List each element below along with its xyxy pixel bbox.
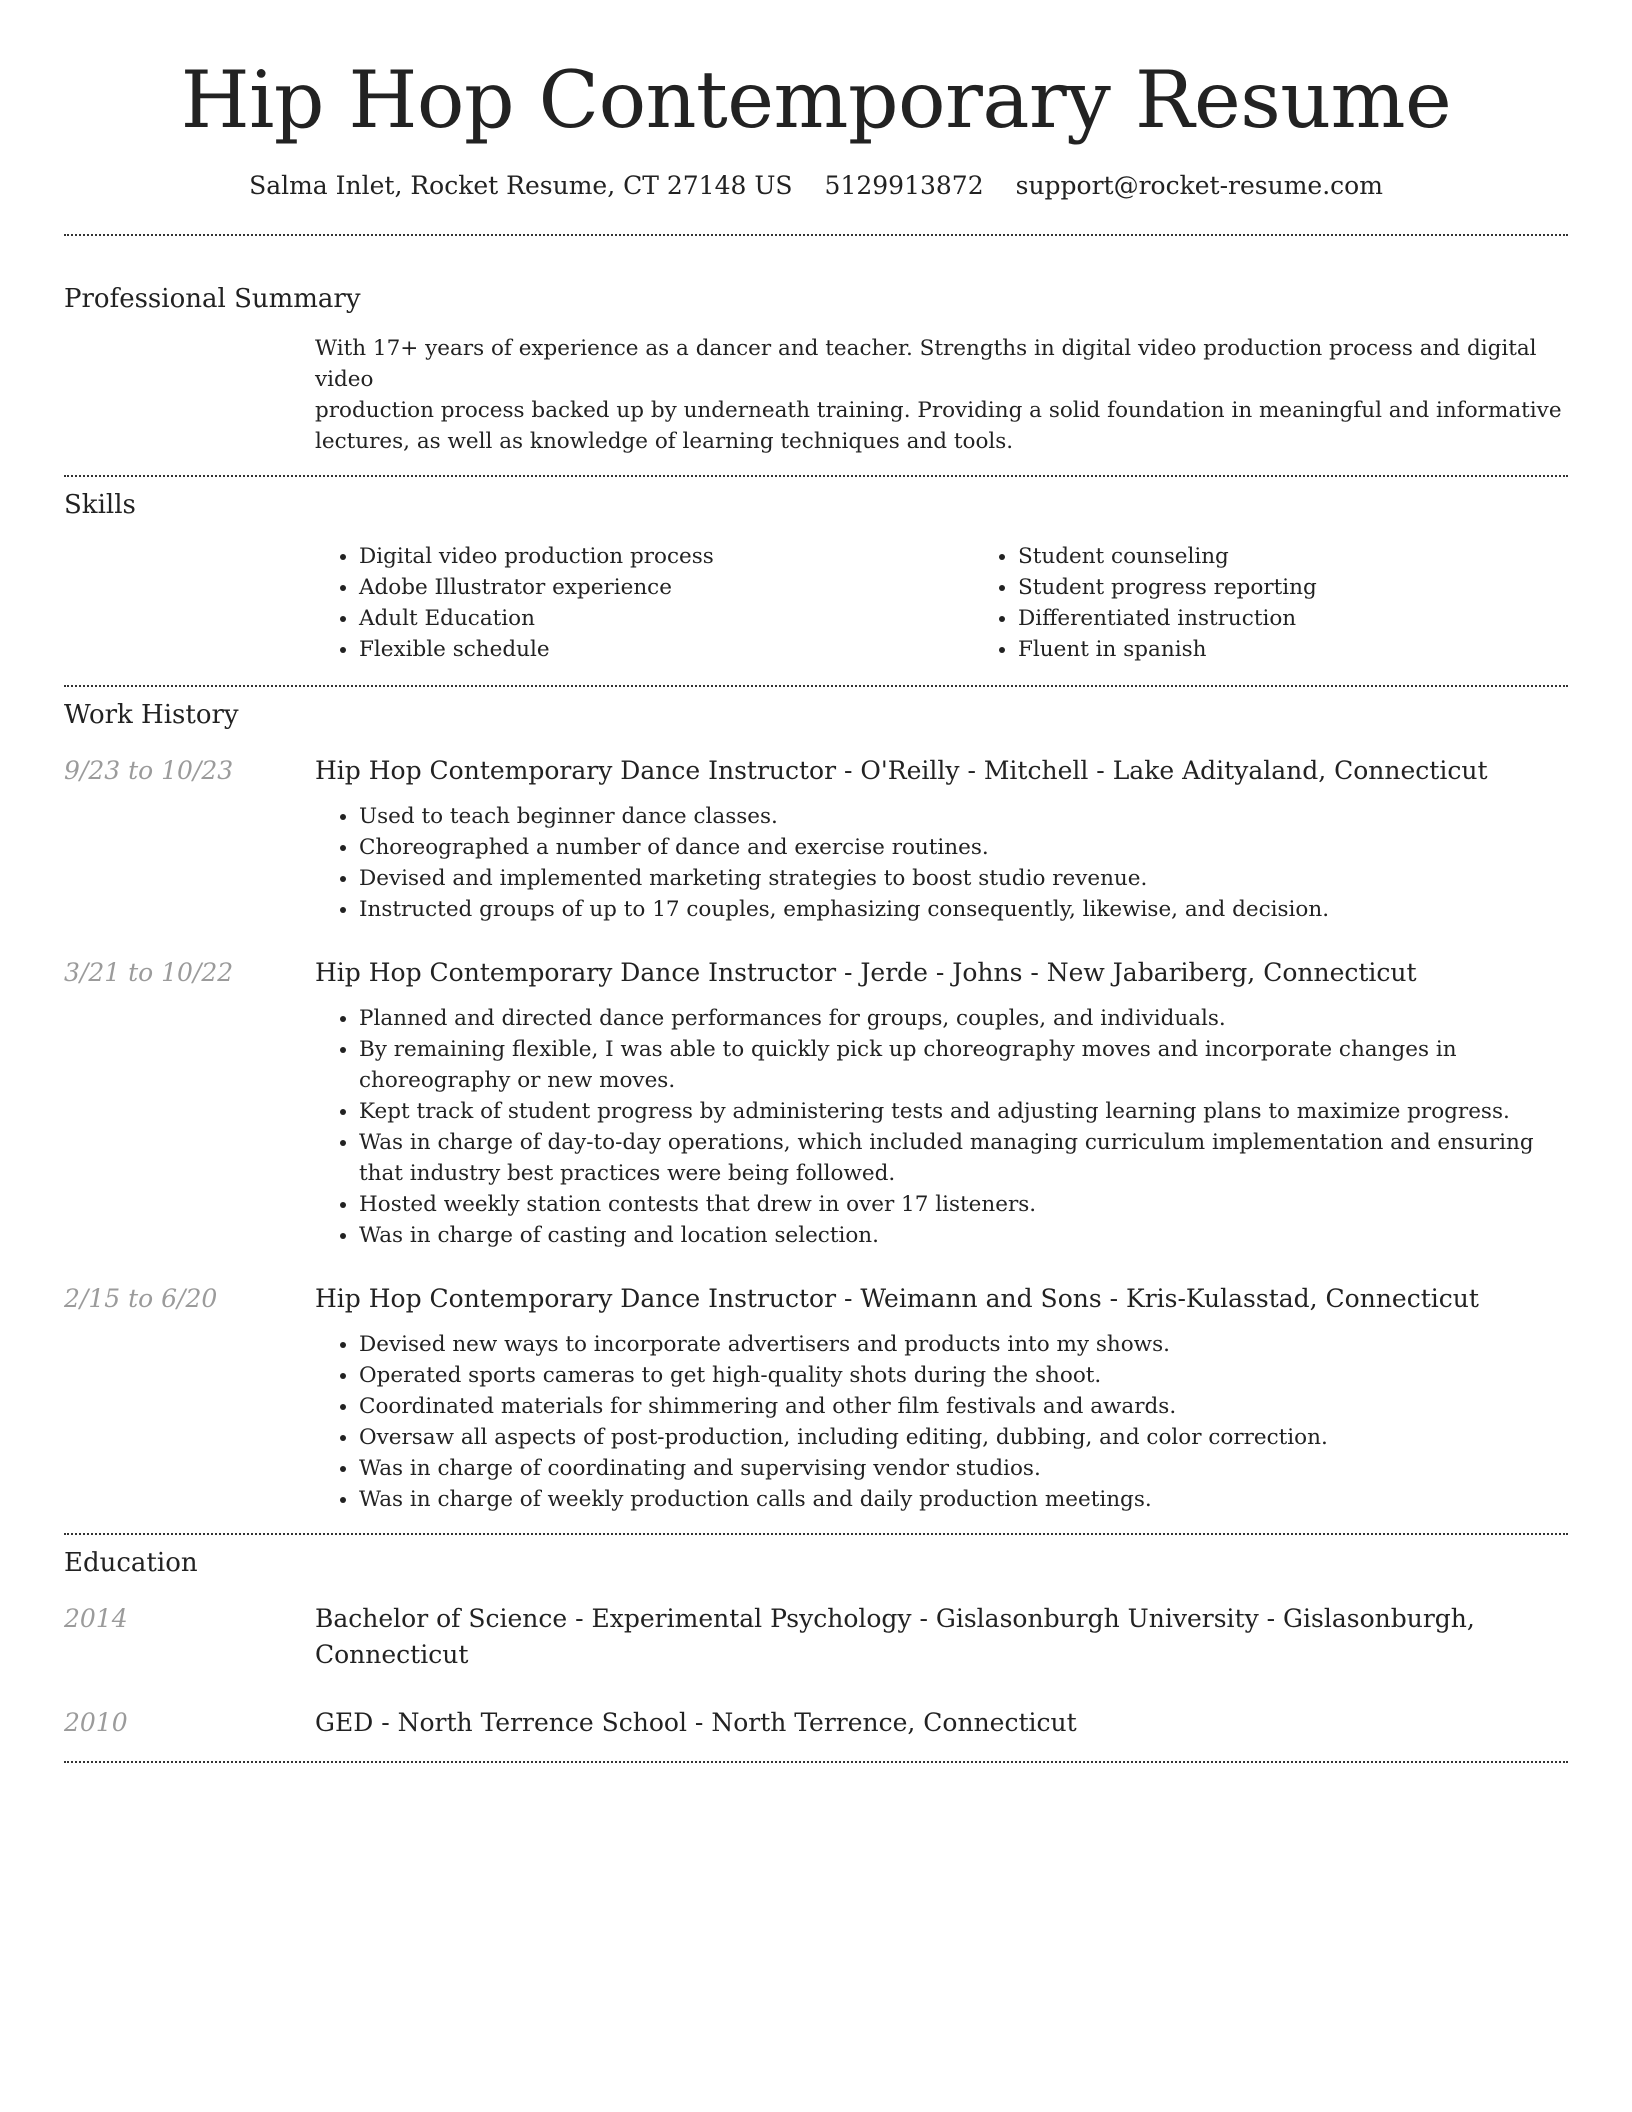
- job-bullet: • Devised and implemented marketing strategies to boost studio revenue.: [359, 863, 1568, 894]
- divider: [64, 475, 1568, 477]
- job-bullet: • Hosted weekly station contests that drew in over 17 listeners.: [359, 1189, 1568, 1220]
- job-bullet: • By remaining flexible, I was able to quickly pick up choreography moves and incorporate changes in choreography or new moves.: [359, 1034, 1568, 1096]
- section-heading-education: Education: [64, 1548, 198, 1578]
- job-bullet: • Devised new ways to incorporate advertisers and products into my shows.: [359, 1329, 1568, 1360]
- job-bullet: • Was in charge of weekly production calls and daily production meetings.: [359, 1484, 1568, 1515]
- job-bullets: [315, 1003, 1568, 1251]
- job-bullet: • Was in charge of day-to-day operations, which included managing curriculum implementation and ensuring that industry best practices were being followed.: [359, 1127, 1568, 1189]
- skills-column-left: [315, 541, 974, 665]
- divider: [64, 685, 1568, 687]
- skills-list: [315, 541, 1632, 665]
- summary-line: With 17+ years of experience as a dancer and teacher. Strengths in digital video production process and digital video: [315, 336, 1537, 392]
- job-title: Hip Hop Contemporary Dance Instructor - Weimann and Sons - Kris-Kulasstad, Connecticut: [315, 1284, 1479, 1313]
- skill-item: • Flexible schedule: [359, 634, 974, 665]
- job-bullet: • Was in charge of casting and location selection.: [359, 1220, 1568, 1251]
- divider: [64, 234, 1568, 236]
- job-bullet: • Coordinated materials for shimmering and other film festivals and awards.: [359, 1391, 1568, 1422]
- job-bullet: • Oversaw all aspects of post-production, including editing, dubbing, and color correction.: [359, 1422, 1568, 1453]
- education-detail: GED - North Terrence School - North Terrence, Connecticut: [315, 1708, 1077, 1737]
- education-section: [64, 1545, 1568, 1741]
- contact-line: [64, 168, 1568, 204]
- section-heading-summary: Professional Summary: [64, 284, 361, 314]
- job-bullet: • Kept track of student progress by administering tests and adjusting learning plans to maximize progress.: [359, 1096, 1568, 1127]
- job-bullet: • Used to teach beginner dance classes.: [359, 801, 1568, 832]
- skills-column-right: [974, 541, 1632, 665]
- contact-email: support@rocket-resume.com: [1015, 171, 1383, 200]
- summary-line: lectures, as well as knowledge of learning techniques and tools.: [315, 429, 1014, 454]
- contact-address: Salma Inlet, Rocket Resume, CT 27148 US: [249, 171, 793, 200]
- job-entry: [64, 955, 1568, 1251]
- skill-item: • Student counseling: [1018, 541, 1632, 572]
- job-bullet: • Choreographed a number of dance and exercise routines.: [359, 832, 1568, 863]
- skill-item: • Fluent in spanish: [1018, 634, 1632, 665]
- job-bullet: • Was in charge of coordinating and supervising vendor studios.: [359, 1453, 1568, 1484]
- job-title: Hip Hop Contemporary Dance Instructor - Jerde - Johns - New Jabariberg, Connecticut: [315, 958, 1417, 987]
- resume-page: [64, 0, 1568, 1763]
- skill-item: • Adult Education: [359, 603, 974, 634]
- skill-item: • Digital video production process: [359, 541, 974, 572]
- job-entry: [64, 753, 1568, 925]
- job-bullet: • Operated sports cameras to get high-quality shots during the shoot.: [359, 1360, 1568, 1391]
- section-heading-work: Work History: [64, 700, 239, 730]
- contact-phone: 5129913872: [824, 171, 984, 200]
- job-dates: 9/23 to 10/23: [64, 756, 234, 785]
- skill-item: • Student progress reporting: [1018, 572, 1632, 603]
- resume-title: Hip Hop Contemporary Resume: [180, 54, 1452, 146]
- education-year: 2010: [64, 1708, 128, 1737]
- skills-section: [64, 487, 1568, 665]
- job-dates: 3/21 to 10/22: [64, 958, 234, 987]
- job-title: Hip Hop Contemporary Dance Instructor - O'Reilly - Mitchell - Lake Adityaland, Connecticut: [315, 756, 1488, 785]
- job-bullet: • Instructed groups of up to 17 couples, emphasizing consequently, likewise, and decision.: [359, 894, 1568, 925]
- job-entry: [64, 1281, 1568, 1515]
- education-detail: Bachelor of Science - Experimental Psychology - Gislasonburgh University - Gislasonburgh, Connecticut: [315, 1604, 1475, 1669]
- education-year: 2014: [64, 1604, 128, 1633]
- skill-item: • Differentiated instruction: [1018, 603, 1632, 634]
- divider: [64, 1761, 1568, 1763]
- job-bullets: [315, 801, 1568, 925]
- summary-text: [315, 333, 1568, 457]
- summary-section: [64, 281, 1568, 457]
- work-history-section: [64, 697, 1568, 1515]
- job-dates: 2/15 to 6/20: [64, 1284, 218, 1313]
- skill-item: • Adobe Illustrator experience: [359, 572, 974, 603]
- education-entry: [64, 1705, 1568, 1741]
- job-bullets: [315, 1329, 1568, 1515]
- education-entry: [64, 1601, 1568, 1673]
- job-bullet: • Planned and directed dance performances for groups, couples, and individuals.: [359, 1003, 1568, 1034]
- divider: [64, 1533, 1568, 1535]
- summary-line: production process backed up by underneath training. Providing a solid foundation in meaningful and informative: [315, 398, 1562, 423]
- section-heading-skills: Skills: [64, 490, 136, 520]
